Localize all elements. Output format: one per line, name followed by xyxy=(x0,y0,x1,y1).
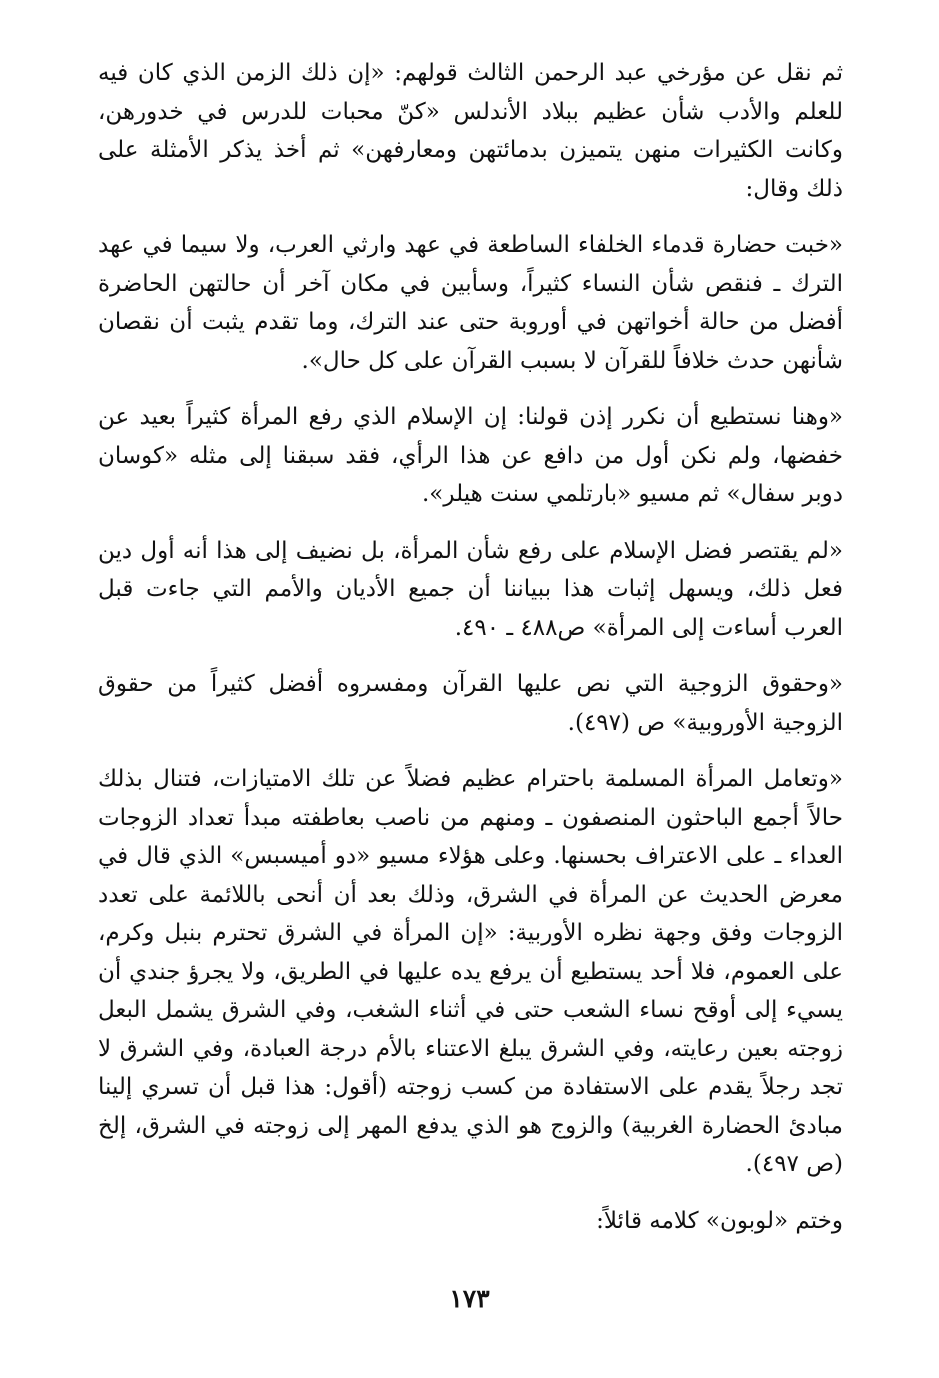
closing-paragraph: وختم «لوبون» كلامه قائلاً: xyxy=(596,1207,843,1234)
quote-paragraph: «لم يقتصر فضل الإسلام على رفع شأن المرأة، بل نضيف إلى هذا أنه أول دين فعل ذلك، ويسهل إثبات هذا ببياننا أن جميع الأديان والأمم التي جاءت قبل العرب أساءت إلى المرأة» ص٤٨٨ ـ ٤٩٠. xyxy=(98,537,843,641)
quote-paragraph: «وهنا نستطيع أن نكرر إذن قولنا: إن الإسلام الذي رفع المرأة كثيراً بعيد عن خفضها، ولم نكن أول من دافع عن هذا الرأي، فقد سبقنا إلى مثله «كوسان دوبر سفال» ثم مسيو «بارتلمي سنت هيلر». xyxy=(98,404,843,507)
quote-paragraph: «وحقوق الزوجية التي نص عليها القرآن ومفسروه أفضل كثيراً من حقوق الزوجية الأوروبية» ص (٤٩٧). xyxy=(98,671,843,736)
paragraph: ثم نقل عن مؤرخي عبد الرحمن الثالث قولهم: «إن ذلك الزمن الذي كان فيه للعلم والأدب شأن عظيم ببلاد الأندلس «كنّ محبات للدرس في خدورهن، وكانت الكثيرات منهن يتميزن بدمائتهن ومعارفهن» ثم أخذ يذكر الأمثلة على ذلك وقال: xyxy=(98,60,843,202)
quote-paragraph: «وتعامل المرأة المسلمة باحترام عظيم فضلاً عن تلك الامتيازات، فتنال بذلك حالاً أجمع الباحثون المنصفون ـ ومنهم من ناصب بعاطفته مبدأ تعداد الزوجات العداء ـ على الاعتراف بحسنها. وعلى هؤلاء مسيو «دو أميسبس» الذي قال في معرض الحديث عن المرأة في الشرق، وذلك بعد أن أنحى باللائمة على تعدد الزوجات وفق وجهة نظره الأوربية: «إن المرأة في الشرق تحترم بنبل وكرم، على العموم، فلا أحد يستطيع أن يرفع يده عليها في الطريق، ولا يجرؤ جندي أن يسيء إلى أوقح نساء الشعب حتى في أثناء الشغب، وفي الشرق يشمل البعل زوجته بعين رعايته، وفي الشرق يبلغ الاعتناء بالأم درجة العبادة، وفي الشرق لا تجد رجلاً يقدم على الاستفادة من كسب زوجته (أقول: هذا قبل أن تسري إلينا مبادئ الحضارة الغربية) والزوج هو الذي يدفع المهر إلى زوجته في الشرق، إلخ (ص ٤٩٧). xyxy=(98,766,843,1177)
page-number: ١٧٣ xyxy=(449,1284,490,1313)
body-text xyxy=(98,54,843,1240)
quote-paragraph: «خبت حضارة قدماء الخلفاء الساطعة في عهد وارثي العرب، ولا سيما في عهد الترك ـ فنقص شأن النساء كثيراً، وسأبين في مكان آخر أن حالتهن الحاضرة أفضل من حالة أخواتهن في أوروبة حتى عند الترك، وما تقدم يثبت أن نقصان شأنهن حدث خلافاً للقرآن لا بسبب القرآن على كل حال». xyxy=(98,232,843,374)
